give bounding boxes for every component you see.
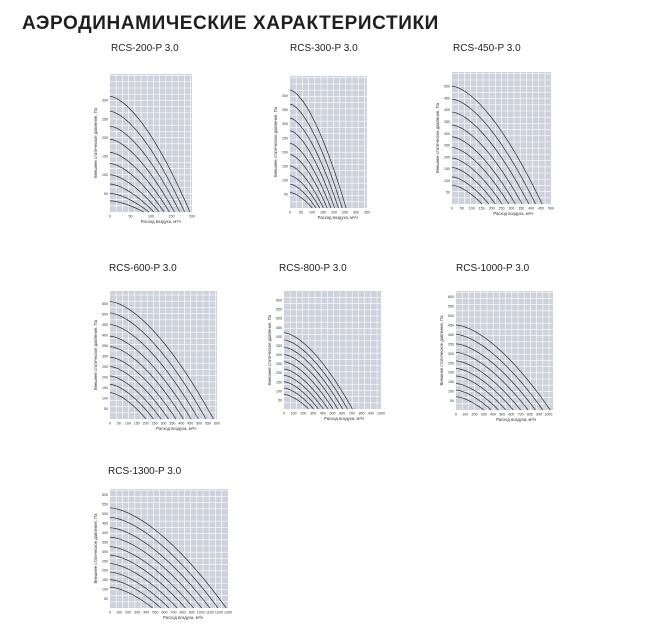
x-tick-label: 450 xyxy=(538,206,545,211)
y-tick-label: 300 xyxy=(102,354,108,359)
y-tick-label: 550 xyxy=(448,304,454,309)
x-tick-label: 100 xyxy=(290,411,297,416)
x-tick-label: 300 xyxy=(134,610,141,615)
x-tick-label: 100 xyxy=(309,210,315,215)
x-axis-label: Расход воздуха, м³/ч xyxy=(324,416,365,421)
y-tick-label: 450 xyxy=(102,323,108,328)
x-tick-label: 800 xyxy=(179,610,186,615)
y-tick-label: 100 xyxy=(444,178,450,183)
y-axis-label: Внешнее статическое давление, Па xyxy=(267,314,272,386)
chart-title-rcs-1300: RCS-1300-P 3.0 xyxy=(108,466,182,477)
y-tick-label: 550 xyxy=(276,307,282,312)
x-tick-label: 400 xyxy=(528,206,535,211)
y-tick-label: 200 xyxy=(102,135,108,140)
y-tick-label: 450 xyxy=(276,325,282,330)
x-tick-label: 0 xyxy=(451,206,453,211)
y-tick-label: 150 xyxy=(102,386,108,391)
chart-title-rcs-200: RCS-200-P 3.0 xyxy=(111,43,179,54)
y-axis-label: Внешнее статическое давление, Па xyxy=(439,315,444,386)
y-tick-label: 50 xyxy=(446,190,450,195)
x-tick-label: 50 xyxy=(299,210,303,215)
y-tick-label: 250 xyxy=(102,117,108,122)
y-tick-label: 150 xyxy=(102,154,108,159)
x-tick-label: 700 xyxy=(170,610,177,615)
y-tick-label: 250 xyxy=(102,365,108,370)
x-tick-label: 800 xyxy=(358,411,365,416)
y-tick-label: 150 xyxy=(448,380,454,385)
y-tick-label: 50 xyxy=(284,192,288,197)
x-tick-label: 0 xyxy=(109,610,111,615)
y-axis-label: Внешнее статическое давление, Па xyxy=(273,106,278,178)
chart-rcs-450 xyxy=(432,64,558,222)
chart-title-rcs-300: RCS-300-P 3.0 xyxy=(290,43,358,54)
y-tick-label: 550 xyxy=(102,302,108,307)
y-tick-label: 400 xyxy=(102,530,108,535)
x-tick-label: 1300 xyxy=(224,610,232,615)
x-tick-label: 500 xyxy=(152,610,159,615)
y-tick-label: 300 xyxy=(282,122,288,127)
x-tick-label: 0 xyxy=(289,210,291,215)
x-axis-label: Расход воздуха, м³/ч xyxy=(493,211,534,216)
x-tick-label: 600 xyxy=(161,610,168,615)
chart-title-rcs-800: RCS-800-P 3.0 xyxy=(279,263,347,274)
x-tick-label: 50 xyxy=(128,214,133,219)
y-tick-label: 250 xyxy=(102,559,108,564)
x-tick-label: 0 xyxy=(109,421,111,426)
x-tick-label: 300 xyxy=(508,206,515,211)
y-tick-label: 350 xyxy=(276,343,282,348)
x-tick-label: 1100 xyxy=(205,610,214,615)
y-tick-label: 50 xyxy=(104,191,108,196)
x-tick-label: 900 xyxy=(188,610,195,615)
y-tick-label: 300 xyxy=(444,131,450,136)
x-tick-label: 700 xyxy=(348,411,355,416)
y-tick-label: 600 xyxy=(102,493,108,498)
y-tick-label: 200 xyxy=(448,370,454,375)
y-axis-label: Внешнее статическое давление, Па xyxy=(93,513,98,584)
y-tick-label: 200 xyxy=(444,155,450,160)
y-tick-label: 350 xyxy=(448,342,454,347)
x-tick-label: 400 xyxy=(319,411,326,416)
x-tick-label: 350 xyxy=(169,421,176,426)
x-tick-label: 200 xyxy=(488,206,495,211)
x-tick-label: 450 xyxy=(187,421,194,426)
x-tick-label: 50 xyxy=(459,206,464,211)
y-tick-label: 350 xyxy=(282,108,288,113)
y-tick-label: 50 xyxy=(278,398,282,403)
x-tick-label: 550 xyxy=(205,421,212,426)
y-tick-label: 250 xyxy=(444,143,450,148)
y-tick-label: 200 xyxy=(276,371,282,376)
y-tick-label: 400 xyxy=(448,332,454,337)
x-tick-label: 150 xyxy=(478,206,485,211)
y-tick-label: 300 xyxy=(102,98,108,103)
y-tick-label: 400 xyxy=(444,108,450,113)
chart-title-rcs-1000: RCS-1000-P 3.0 xyxy=(456,263,530,274)
x-tick-label: 400 xyxy=(143,610,150,615)
y-tick-label: 450 xyxy=(102,521,108,526)
x-tick-label: 300 xyxy=(480,412,487,417)
x-tick-label: 200 xyxy=(142,421,149,426)
x-tick-label: 400 xyxy=(489,412,496,417)
y-tick-label: 200 xyxy=(102,568,108,573)
y-tick-label: 100 xyxy=(102,173,108,178)
x-tick-label: 700 xyxy=(517,412,524,417)
y-tick-label: 200 xyxy=(282,150,288,155)
x-axis-label: Расход воздуха, м³/ч xyxy=(317,215,358,220)
x-tick-label: 500 xyxy=(196,421,203,426)
x-axis-label: Расход воздуха, м³/ч xyxy=(163,615,204,620)
x-tick-label: 800 xyxy=(526,412,533,417)
y-axis-label: Внешнее статическое давление, Па xyxy=(93,107,98,179)
x-tick-label: 1200 xyxy=(214,610,223,615)
y-tick-label: 150 xyxy=(444,167,450,172)
plot-area xyxy=(284,291,381,409)
x-axis-label: Расход воздуха, м³/ч xyxy=(140,219,181,224)
x-tick-label: 200 xyxy=(300,411,307,416)
y-tick-label: 500 xyxy=(102,512,108,517)
y-tick-label: 250 xyxy=(276,362,282,367)
x-tick-label: 0 xyxy=(455,412,457,417)
chart-rcs-300 xyxy=(270,66,378,224)
chart-rcs-200 xyxy=(84,64,202,228)
x-tick-label: 300 xyxy=(353,210,359,215)
x-tick-label: 250 xyxy=(342,210,348,215)
y-tick-label: 150 xyxy=(282,164,288,169)
y-tick-label: 350 xyxy=(102,540,108,545)
y-tick-label: 250 xyxy=(448,361,454,366)
x-axis-label: Расход воздуха, м³/ч xyxy=(156,426,197,431)
y-tick-label: 150 xyxy=(276,380,282,385)
x-tick-label: 500 xyxy=(329,411,336,416)
chart-title-rcs-450: RCS-450-P 3.0 xyxy=(453,43,521,54)
chart-rcs-600 xyxy=(88,281,224,436)
y-tick-label: 400 xyxy=(102,333,108,338)
x-tick-label: 600 xyxy=(339,411,346,416)
x-tick-label: 350 xyxy=(364,210,370,215)
x-tick-label: 900 xyxy=(536,412,543,417)
y-tick-label: 50 xyxy=(104,597,108,602)
y-tick-label: 500 xyxy=(276,316,282,321)
x-tick-label: 400 xyxy=(178,421,185,426)
y-tick-label: 100 xyxy=(282,178,288,183)
y-tick-label: 350 xyxy=(102,344,108,349)
x-tick-label: 1000 xyxy=(544,412,553,417)
y-tick-label: 50 xyxy=(104,407,108,412)
x-tick-label: 500 xyxy=(499,412,506,417)
y-axis-label: Внешнее статическое давление, Па xyxy=(435,102,440,174)
y-tick-label: 500 xyxy=(448,314,454,319)
x-tick-label: 100 xyxy=(468,206,475,211)
y-tick-label: 450 xyxy=(448,323,454,328)
x-tick-label: 150 xyxy=(168,214,175,219)
y-tick-label: 300 xyxy=(448,351,454,356)
y-tick-label: 250 xyxy=(282,136,288,141)
x-tick-label: 900 xyxy=(368,411,375,416)
x-tick-label: 600 xyxy=(214,421,220,426)
y-tick-label: 600 xyxy=(448,295,454,300)
chart-rcs-800 xyxy=(260,281,385,427)
x-tick-label: 1000 xyxy=(377,411,385,416)
x-tick-label: 150 xyxy=(320,210,326,215)
x-tick-label: 200 xyxy=(125,610,132,615)
plot-area xyxy=(110,489,228,608)
chart-rcs-1000 xyxy=(432,281,558,427)
x-axis-label: Расход воздуха, м³/ч xyxy=(496,417,537,422)
x-tick-label: 250 xyxy=(151,421,158,426)
y-tick-label: 100 xyxy=(448,389,454,394)
x-tick-label: 100 xyxy=(124,421,131,426)
x-tick-label: 250 xyxy=(498,206,505,211)
x-tick-label: 100 xyxy=(462,412,469,417)
x-tick-label: 100 xyxy=(116,610,123,615)
y-tick-label: 350 xyxy=(444,120,450,124)
y-tick-label: 100 xyxy=(102,396,108,401)
y-tick-label: 100 xyxy=(276,389,282,394)
y-tick-label: 500 xyxy=(102,312,108,317)
y-tick-label: 500 xyxy=(444,84,450,89)
page-title: АЭРОДИНАМИЧЕСКИЕ ХАРАКТЕРИСТИКИ xyxy=(22,13,439,34)
x-tick-label: 100 xyxy=(148,214,154,219)
chart-rcs-1300 xyxy=(88,479,234,625)
x-tick-label: 500 xyxy=(548,206,554,211)
x-tick-label: 150 xyxy=(133,421,140,426)
plot-area xyxy=(290,76,367,208)
x-tick-label: 350 xyxy=(518,206,525,211)
x-tick-label: 600 xyxy=(508,412,515,417)
y-axis-label: Внешнее статическое давление, Па xyxy=(93,319,98,391)
y-tick-label: 300 xyxy=(276,353,282,358)
chart-title-rcs-600: RCS-600-P 3.0 xyxy=(109,263,177,274)
x-tick-label: 200 xyxy=(331,210,337,215)
x-tick-label: 200 xyxy=(189,214,195,219)
y-tick-label: 100 xyxy=(102,587,108,592)
x-tick-label: 300 xyxy=(310,411,317,416)
x-tick-label: 200 xyxy=(471,412,478,417)
x-tick-label: 1000 xyxy=(196,610,205,615)
x-tick-label: 0 xyxy=(109,214,111,219)
y-tick-label: 300 xyxy=(102,549,108,554)
x-tick-label: 0 xyxy=(283,411,285,416)
y-tick-label: 400 xyxy=(276,334,282,339)
x-tick-label: 50 xyxy=(116,421,121,426)
y-tick-label: 450 xyxy=(444,96,450,101)
y-tick-label: 550 xyxy=(102,502,108,507)
x-tick-label: 300 xyxy=(160,421,167,426)
y-tick-label: 600 xyxy=(276,298,282,303)
y-tick-label: 50 xyxy=(450,399,454,404)
y-tick-label: 400 xyxy=(282,94,288,99)
y-tick-label: 200 xyxy=(102,375,108,380)
y-tick-label: 150 xyxy=(102,578,108,583)
